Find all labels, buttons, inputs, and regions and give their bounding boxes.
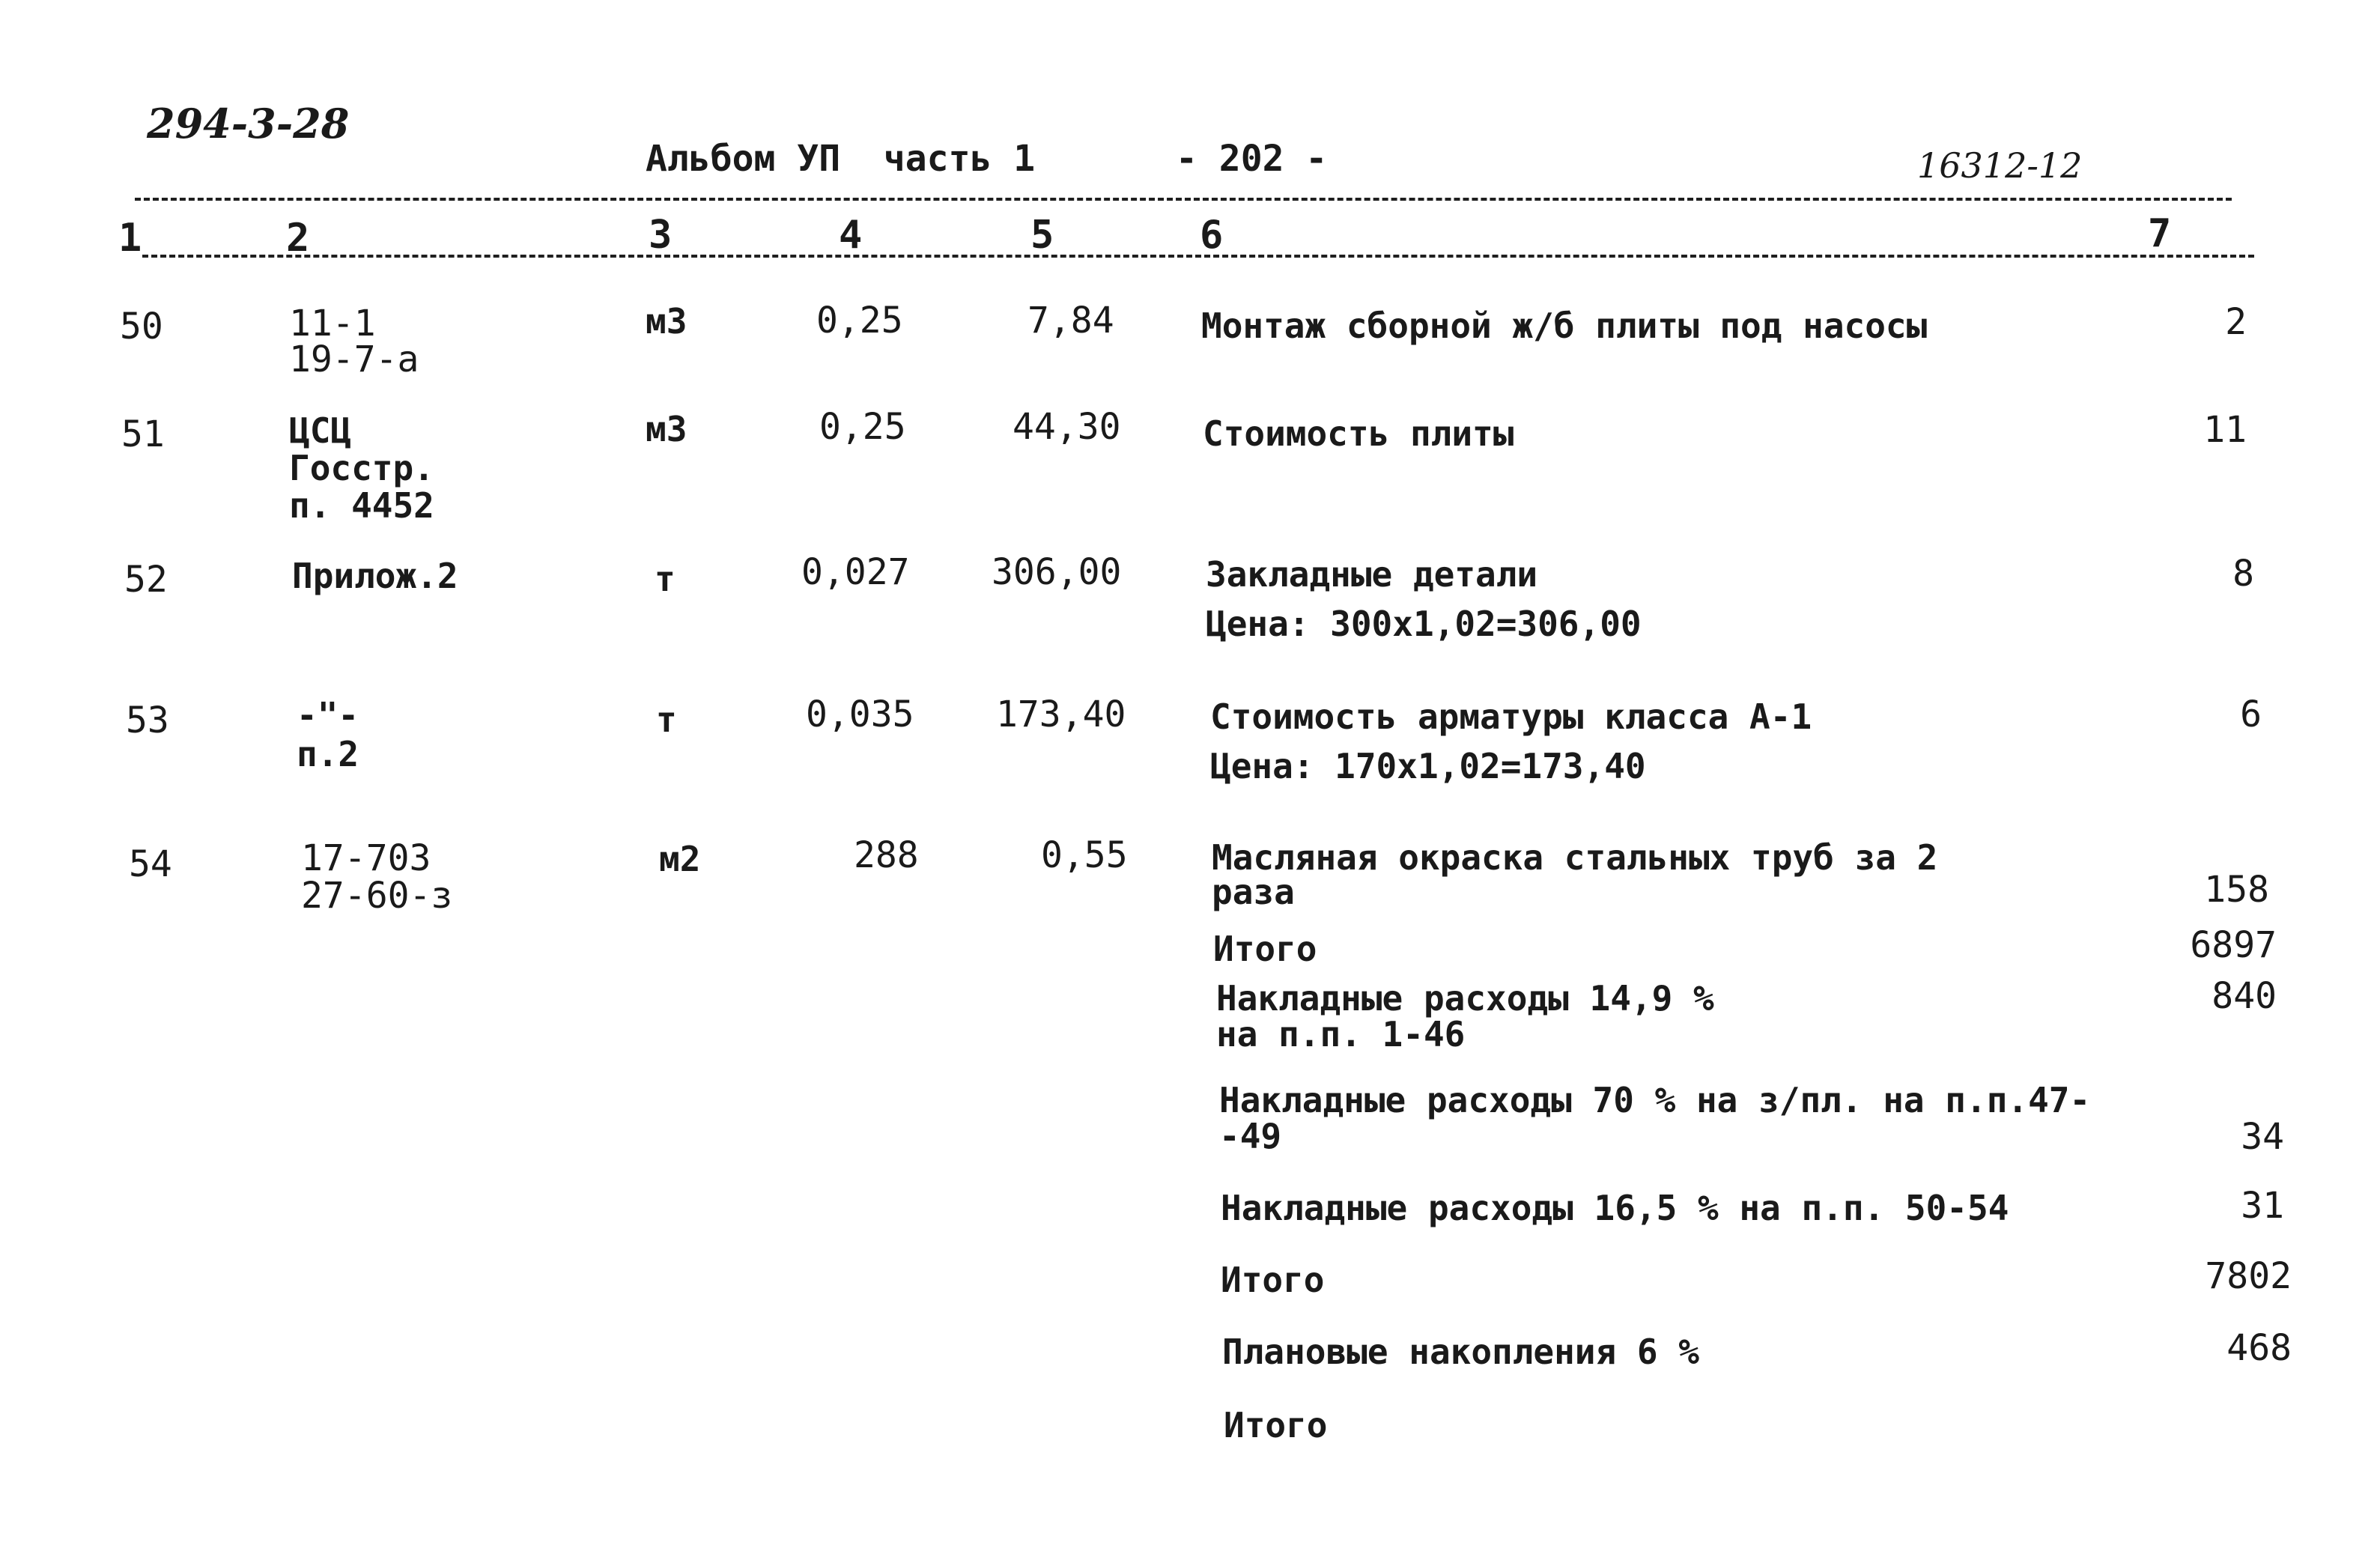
row-unit: т: [655, 559, 676, 599]
overhead-value: 31: [2241, 1185, 2284, 1227]
header-rule-bottom: [142, 255, 2254, 258]
subtotal-value: 7802: [2205, 1255, 2292, 1297]
row-number: 51: [121, 413, 165, 455]
row-code: п.2: [297, 734, 359, 774]
row-description-cont: раза: [1212, 872, 1295, 912]
header-rule-top: [135, 198, 2232, 201]
col-header-1: 1: [118, 216, 142, 261]
col-header-6: 6: [1200, 213, 1224, 258]
row-code: Госстр.: [289, 448, 434, 488]
row-qty: 0,25: [819, 406, 906, 448]
overhead-value: 34: [2241, 1116, 2284, 1158]
row-number: 53: [126, 699, 169, 741]
row-code: -"-: [297, 695, 359, 735]
row-price-note: Цена: 170х1,02=173,40: [1210, 746, 1646, 786]
subtotal-label: Итого: [1213, 929, 1317, 969]
subtotal-label: Итого: [1221, 1260, 1325, 1300]
col-header-2: 2: [286, 216, 310, 261]
row-price: 7,84: [1027, 300, 1114, 342]
col-header-3: 3: [649, 213, 673, 258]
row-qty: 0,035: [806, 693, 914, 735]
row-unit: м2: [659, 839, 701, 879]
page-number: - 202 -: [1176, 138, 1328, 180]
row-code: 19-7-а: [289, 339, 419, 380]
row-price: 306,00: [992, 551, 1122, 593]
row-description: Стоимость арматуры класса А-1: [1210, 696, 1812, 737]
row-description: Масляная окраска стальных труб за 2: [1212, 837, 1938, 878]
row-code: Прилож.2: [292, 556, 458, 596]
doc-code: 294-3-28: [147, 100, 350, 148]
row-price: 0,55: [1041, 834, 1128, 876]
row-code: ЦСЦ: [289, 410, 352, 451]
row-unit: м3: [646, 409, 687, 449]
row-code: 27-60-з: [301, 875, 453, 917]
album-title: Альбом УП часть 1: [646, 138, 1036, 180]
row-code: 17-703: [301, 837, 431, 879]
row-unit: т: [656, 699, 677, 740]
row-price: 44,30: [1013, 406, 1121, 448]
row-unit: м3: [646, 301, 687, 342]
overhead-label-cont: -49: [1219, 1116, 1282, 1156]
row-price: 173,40: [996, 693, 1126, 735]
planned-savings-label: Плановые накопления 6 %: [1222, 1332, 1699, 1372]
row-sum: 2: [2225, 301, 2247, 343]
col-header-4: 4: [839, 213, 863, 258]
row-description: Закладные детали: [1206, 554, 1538, 595]
overhead-value: 840: [2211, 975, 2277, 1017]
row-number: 52: [124, 559, 168, 601]
row-number: 54: [129, 843, 172, 885]
row-code: 11-1: [289, 303, 376, 345]
row-sum: 11: [2203, 409, 2247, 451]
overhead-label: Накладные расходы 16,5 % на п.п. 50-54: [1221, 1188, 2009, 1228]
subtotal-value: 6897: [2190, 924, 2277, 966]
row-description: Монтаж сборной ж/б плиты под насосы: [1201, 306, 1928, 346]
overhead-label-cont: на п.п. 1-46: [1216, 1014, 1466, 1054]
row-description: Стоимость плиты: [1203, 413, 1514, 454]
overhead-label: Накладные расходы 14,9 %: [1216, 978, 1714, 1019]
col-header-7: 7: [2148, 211, 2172, 256]
row-code: п. 4452: [289, 485, 434, 526]
col-header-5: 5: [1030, 213, 1054, 258]
reference-number: 16312-12: [1917, 145, 2083, 186]
planned-savings-value: 468: [2226, 1327, 2292, 1369]
row-sum: 6: [2240, 693, 2262, 735]
row-price-note: Цена: 300х1,02=306,00: [1206, 604, 1642, 644]
row-qty: 288: [854, 834, 919, 876]
overhead-label: Накладные расходы 70 % на з/пл. на п.п.47-: [1219, 1080, 2091, 1120]
row-qty: 0,027: [801, 551, 910, 593]
total-label: Итого: [1224, 1405, 1328, 1445]
row-number: 50: [120, 306, 163, 347]
row-qty: 0,25: [816, 300, 903, 342]
row-sum: 8: [2232, 553, 2254, 595]
row-sum: 158: [2204, 869, 2269, 911]
